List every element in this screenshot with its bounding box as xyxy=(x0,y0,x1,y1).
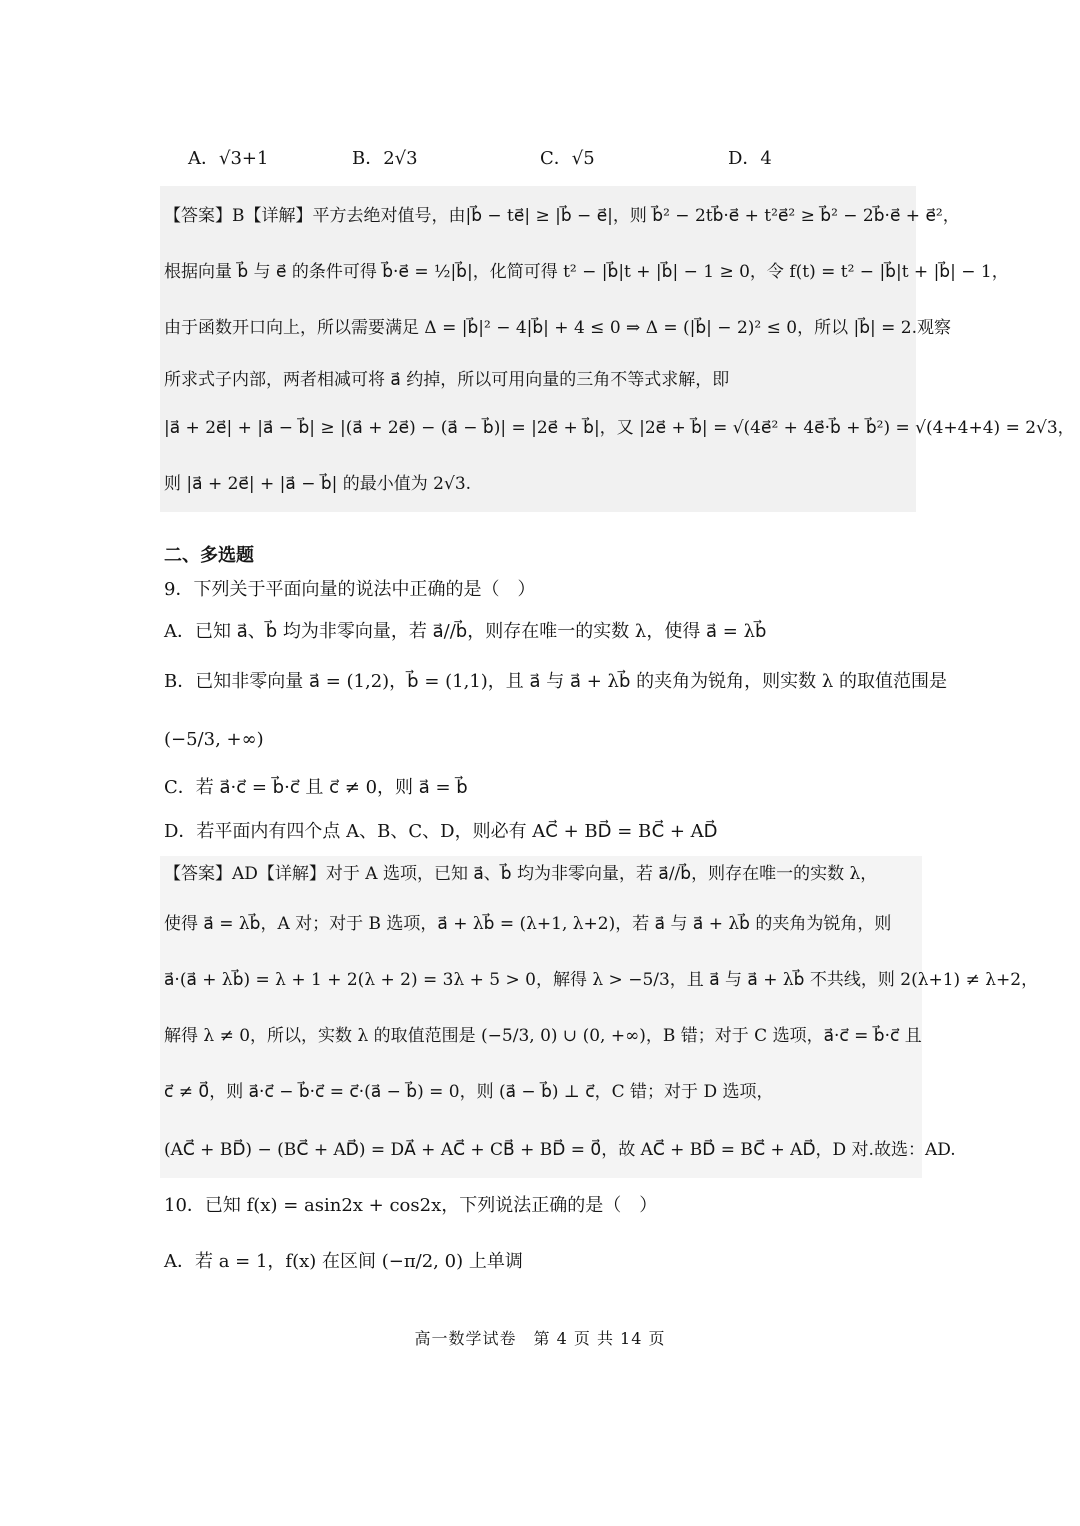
q10-stem: 10．已知 f(x) = asin2x + cos2x，下列说法正确的是（ ） xyxy=(164,1195,658,1216)
q8-option-c: C．√5 xyxy=(540,148,595,169)
q8-answer-line-2: 根据向量 b⃗ 与 e⃗ 的条件可得 b⃗·e⃗ = ½|b⃗|，化简可得 t² − |b⃗|t + |b⃗| − 1 ≥ 0，令 f(t) = t² − |b⃗|t + |b⃗| − 1， xyxy=(164,262,1009,282)
section-title-multiple-choice: 二、多选题 xyxy=(164,545,254,566)
page-footer: 高一数学试卷 第 4 页 共 14 页 xyxy=(414,1329,666,1348)
q8-option-d: D．4 xyxy=(728,148,772,169)
q9-answer-line-4: 解得 λ ≠ 0，所以，实数 λ 的取值范围是 (−5/3, 0) ∪ (0, +∞)，B 错；对于 C 选项，a⃗·c⃗ = b⃗·c⃗ 且 xyxy=(164,1026,922,1046)
q8-answer-box xyxy=(160,186,916,512)
q9-option-b-line-2: (−5/3, +∞) xyxy=(164,729,264,750)
q9-answer-box xyxy=(160,856,922,1178)
q10-option-a: A．若 a = 1，f(x) 在区间 (−π/2, 0) 上单调 xyxy=(164,1251,523,1272)
q9-answer-line-1: 【答案】AD【详解】对于 A 选项，已知 a⃗、b⃗ 均为非零向量，若 a⃗//b⃗，则存在唯一的实数 λ， xyxy=(164,864,878,884)
q9-option-d: D．若平面内有四个点 A、B、C、D，则必有 AC⃗ + BD⃗ = BC⃗ + AD⃗ xyxy=(164,821,718,842)
q9-answer-line-6: (AC⃗ + BD⃗) − (BC⃗ + AD⃗) = DA⃗ + AC⃗ + CB⃗ + BD⃗ = 0⃗，故 AC⃗ + BD⃗ = BC⃗ + AD⃗，D 对.故选：AD. xyxy=(164,1140,956,1160)
q8-option-b: B．2√3 xyxy=(352,148,418,169)
q8-answer-line-6: 则 |a⃗ + 2e⃗| + |a⃗ − b⃗| 的最小值为 2√3. xyxy=(164,474,472,494)
q9-answer-line-2: 使得 a⃗ = λb⃗，A 对；对于 B 选项，a⃗ + λb⃗ = (λ+1, λ+2)，若 a⃗ 与 a⃗ + λb⃗ 的夹角为锐角，则 xyxy=(164,914,892,934)
q9-option-b-line-1: B．已知非零向量 a⃗ = (1,2)，b⃗ = (1,1)，且 a⃗ 与 a⃗ + λb⃗ 的夹角为锐角，则实数 λ 的取值范围是 xyxy=(164,671,947,692)
q8-options xyxy=(188,144,888,172)
q8-answer-line-3: 由于函数开口向上，所以需要满足 Δ = |b⃗|² − 4|b⃗| + 4 ≤ 0 ⇒ Δ = (|b⃗| − 2)² ≤ 0，所以 |b⃗| = 2.观察 xyxy=(164,318,952,338)
q9-stem: 9．下列关于平面向量的说法中正确的是（ ） xyxy=(164,579,536,600)
q9-answer-line-3: a⃗·(a⃗ + λb⃗) = λ + 1 + 2(λ + 2) = 3λ + 5 > 0，解得 λ > −5/3，且 a⃗ 与 a⃗ + λb⃗ 不共线，则 2(λ+1) ≠ λ+2， xyxy=(164,970,1039,990)
q9-answer-line-5: c⃗ ≠ 0⃗，则 a⃗·c⃗ − b⃗·c⃗ = c⃗·(a⃗ − b⃗) = 0，则 (a⃗ − b⃗) ⊥ c⃗，C 错；对于 D 选项， xyxy=(164,1082,774,1102)
q8-answer-line-5: |a⃗ + 2e⃗| + |a⃗ − b⃗| ≥ |(a⃗ + 2e⃗) − (a⃗ − b⃗)| = |2e⃗ + b⃗|，又 |2e⃗ + b⃗| = √(4e⃗² + 4e⃗·b⃗ + b⃗²) = √(4+4+4) = 2√3， xyxy=(164,418,1075,438)
q8-answer-line-4: 所求式子内部，两者相减可将 a⃗ 约掉，所以可用向量的三角不等式求解，即 xyxy=(164,370,730,390)
q9-option-c: C．若 a⃗·c⃗ = b⃗·c⃗ 且 c⃗ ≠ 0，则 a⃗ = b⃗ xyxy=(164,777,468,798)
q8-answer-line-1: 【答案】B【详解】平方去绝对值号，由|b⃗ − te⃗| ≥ |b⃗ − e⃗|，则 b⃗² − 2tb⃗·e⃗ + t²e⃗² ≥ b⃗² − 2b⃗·e⃗ + e⃗²， xyxy=(164,206,960,226)
q9-option-a: A．已知 a⃗、b⃗ 均为非零向量，若 a⃗//b⃗，则存在唯一的实数 λ，使得 a⃗ = λb⃗ xyxy=(164,621,767,642)
q8-option-a: A．√3+1 xyxy=(188,148,269,169)
